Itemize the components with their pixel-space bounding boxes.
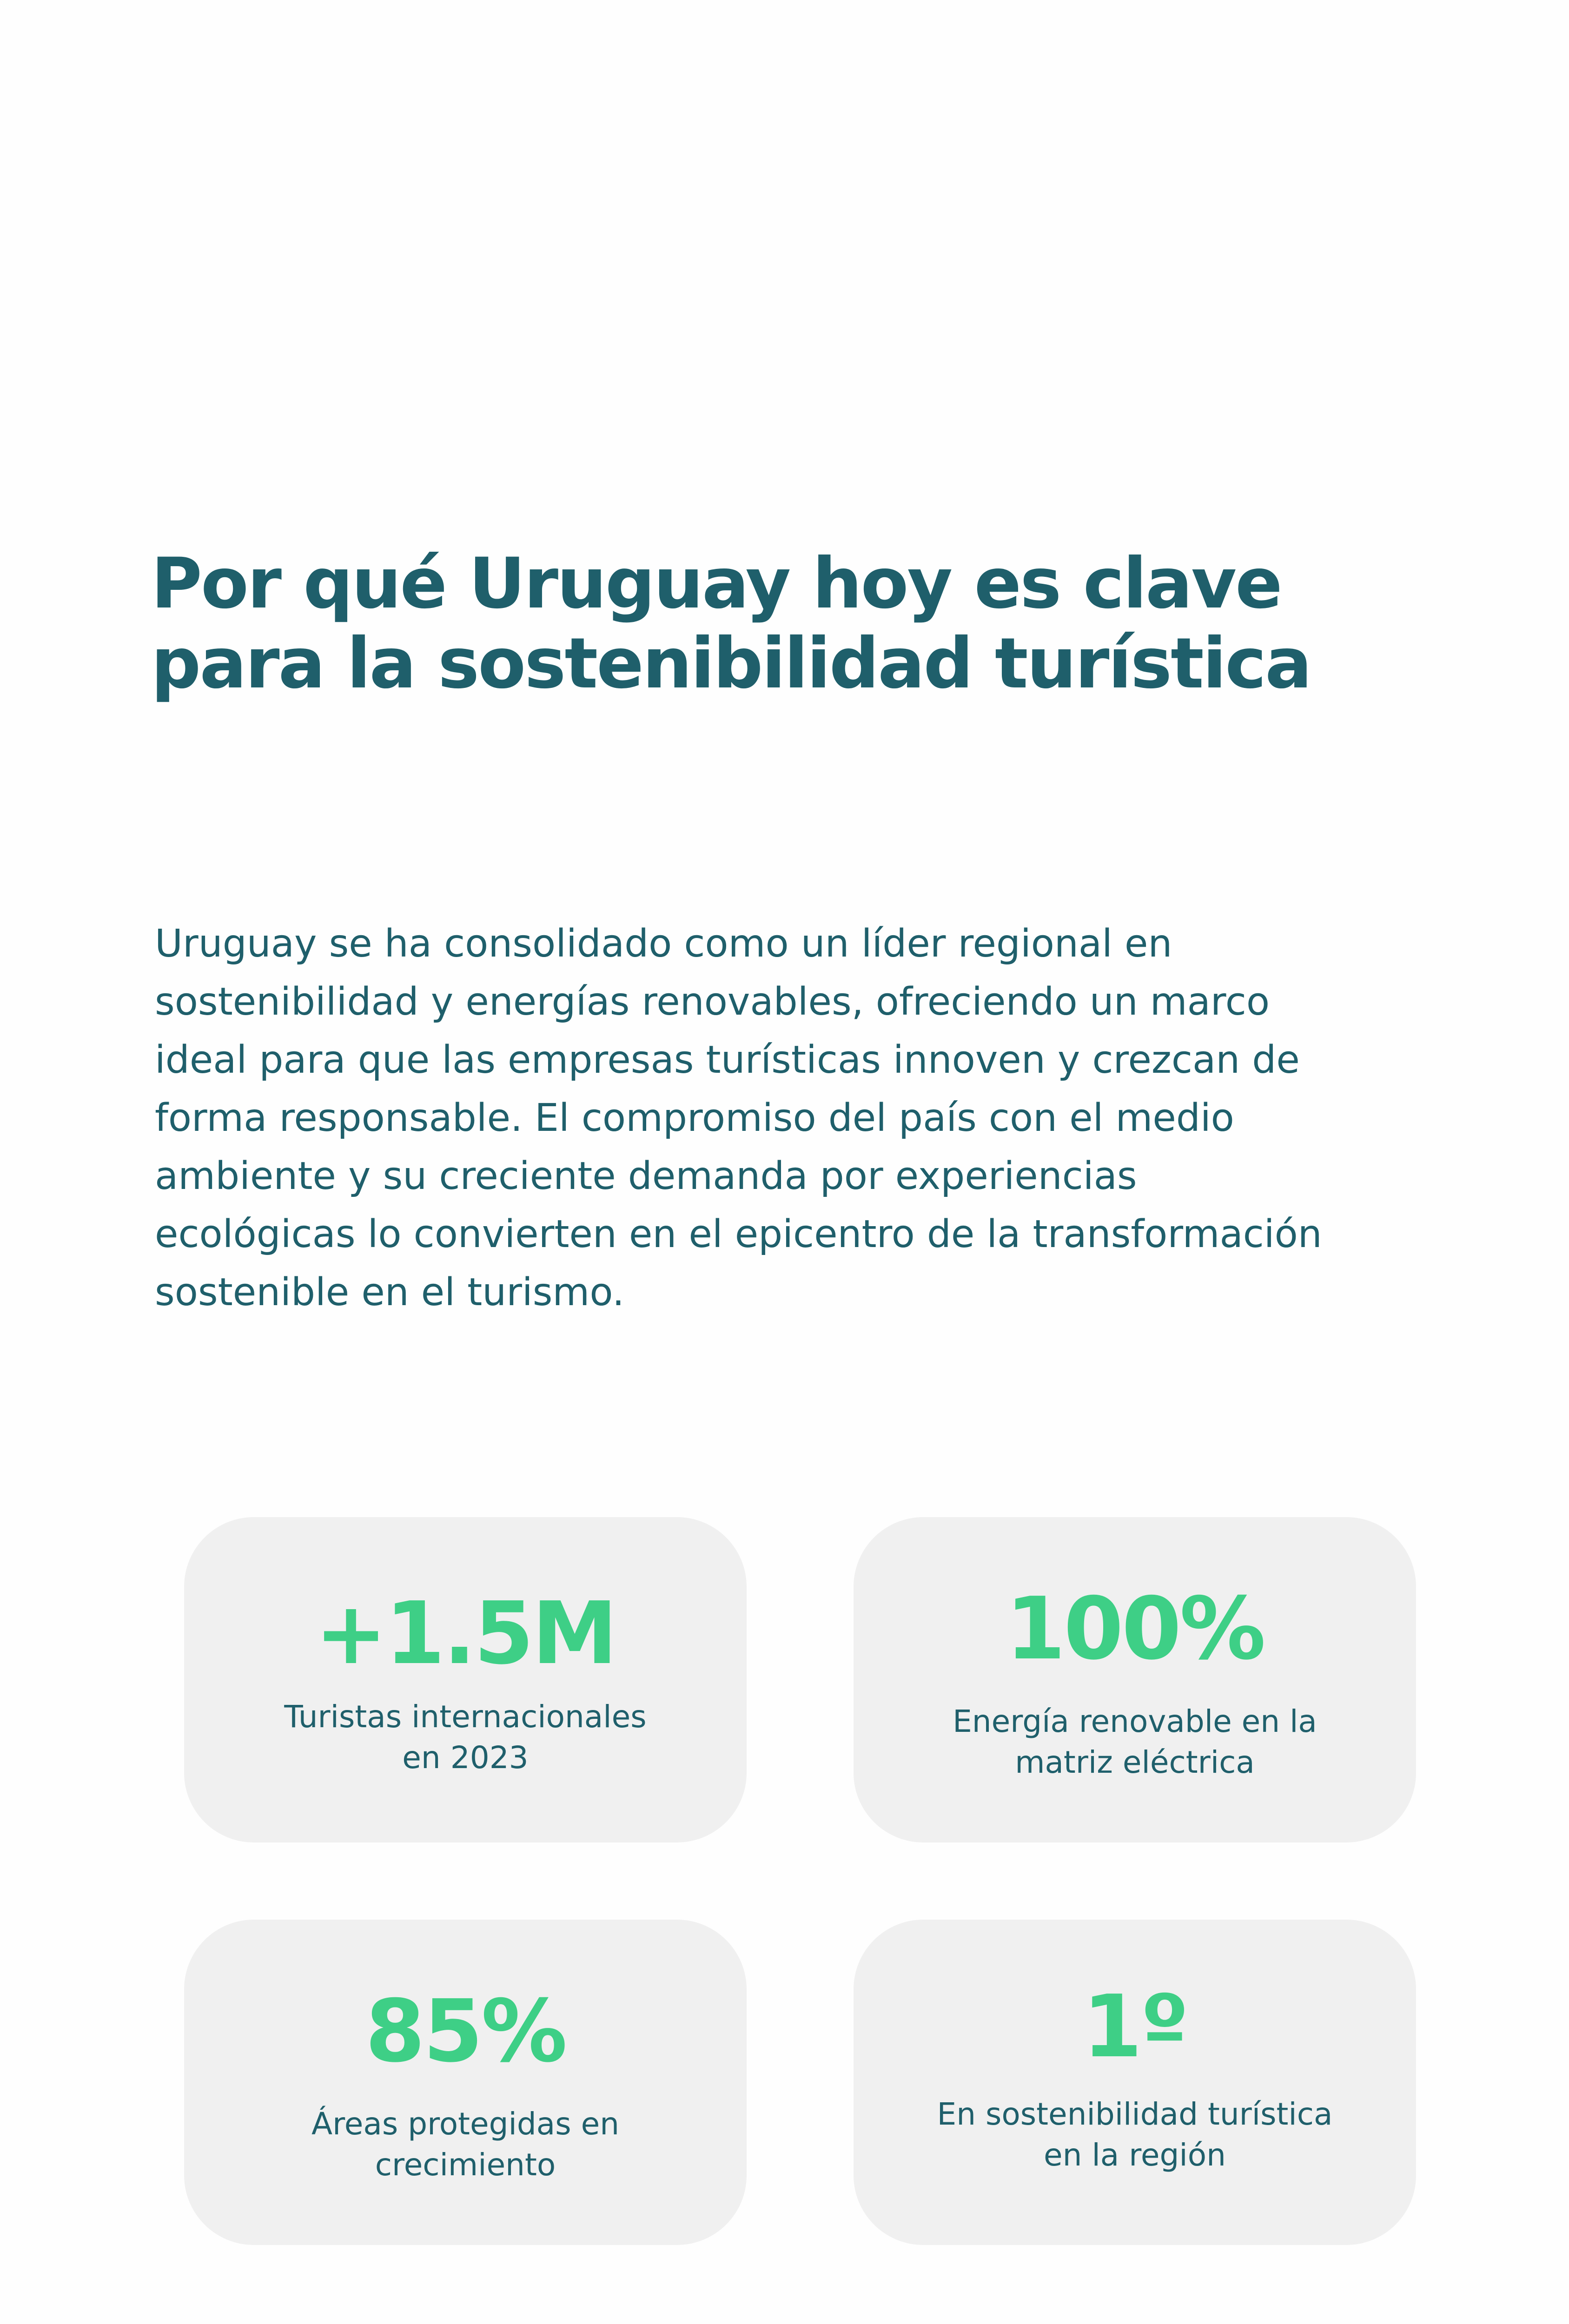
section-title-line: Por qué Uruguay hoy es clave bbox=[151, 543, 1281, 624]
intro-line: sostenibilidad y energías renovables, ofreciendo un marco bbox=[155, 980, 1270, 1024]
stat-card-tourists bbox=[184, 1517, 747, 1842]
stat-value: 100% bbox=[1006, 1578, 1264, 1679]
intro-line: sostenible en el turismo. bbox=[155, 1270, 625, 1314]
stat-card-regional-rank bbox=[854, 1920, 1416, 2245]
stat-label-line: crecimiento bbox=[375, 2147, 556, 2183]
stat-label-line: En sostenibilidad turística bbox=[937, 2096, 1333, 2132]
stat-value: 1º bbox=[1082, 1976, 1187, 2077]
stat-label bbox=[854, 1701, 1416, 1783]
intro-line: ambiente y su creciente demanda por experiencias bbox=[155, 1154, 1137, 1198]
stat-label bbox=[184, 1697, 747, 1778]
intro-line: ecológicas lo convierten en el epicentro de la transformación bbox=[155, 1212, 1322, 1256]
stat-card-protected-areas bbox=[184, 1920, 747, 2245]
stat-value: 85% bbox=[365, 1981, 566, 2081]
intro-line: ideal para que las empresas turísticas innoven y crezcan de bbox=[155, 1038, 1300, 1082]
stat-label-line: matriz eléctrica bbox=[1015, 1744, 1255, 1780]
intro-line: Uruguay se ha consolidado como un líder regional en bbox=[155, 922, 1172, 966]
section-title-line: para la sostenibilidad turística bbox=[151, 623, 1311, 704]
stat-label-line: Áreas protegidas en bbox=[311, 2106, 620, 2142]
stat-label-line: en la región bbox=[1044, 2137, 1226, 2173]
intro-paragraph bbox=[155, 915, 1438, 1321]
stat-label-line: Turistas internacionales bbox=[284, 1699, 647, 1735]
stat-label bbox=[184, 2104, 747, 2185]
intro-line: forma responsable. El compromiso del país con el medio bbox=[155, 1096, 1234, 1140]
stat-value: +1.5M bbox=[315, 1583, 616, 1684]
section-title bbox=[151, 544, 1453, 704]
stat-card-renewable-energy bbox=[854, 1517, 1416, 1842]
stat-label-line: en 2023 bbox=[402, 1740, 529, 1776]
stat-label bbox=[854, 2094, 1416, 2176]
stat-label-line: Energía renovable en la bbox=[953, 1703, 1317, 1739]
